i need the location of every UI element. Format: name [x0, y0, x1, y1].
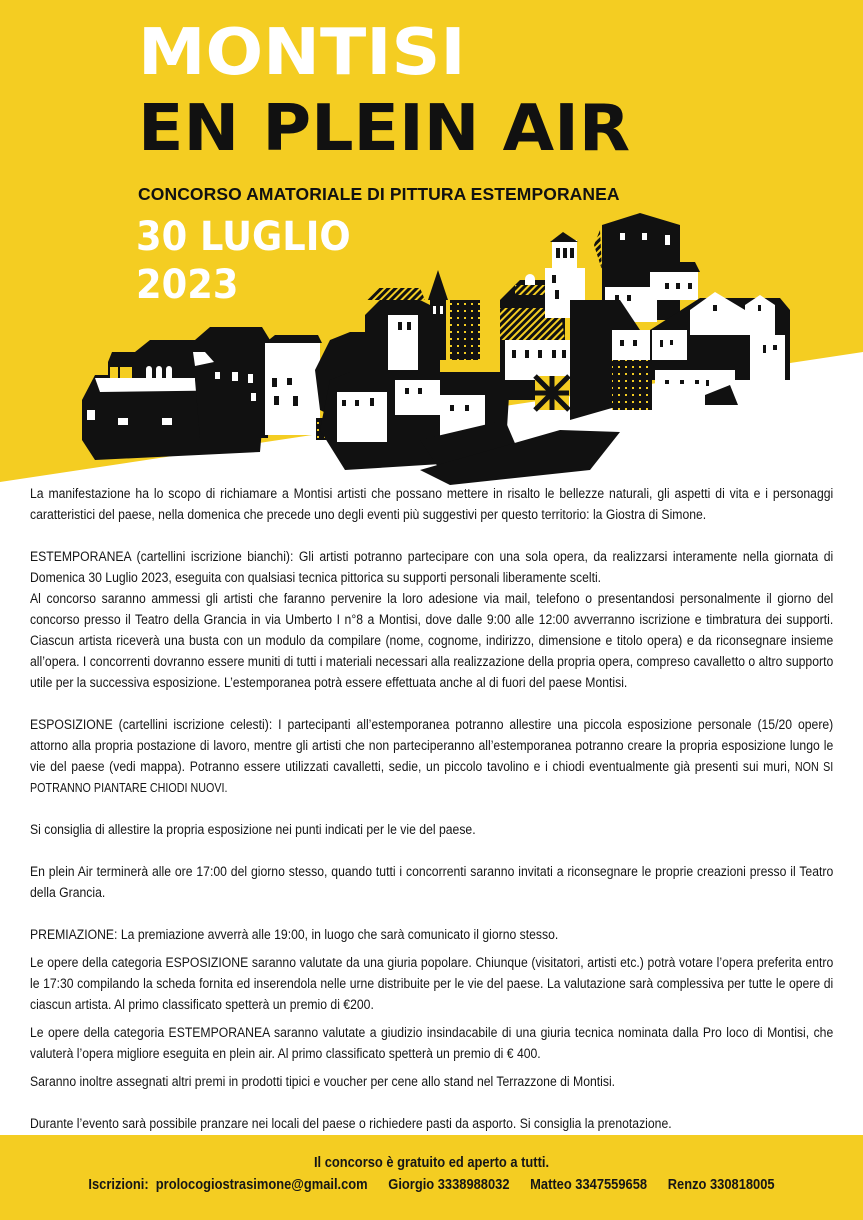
esposizione-advice: Si consiglia di allestire la propria esposizione nei punti indicati per le vie del paese. — [30, 822, 476, 838]
contact-giorgio: Giorgio 3338988032 — [388, 1176, 510, 1193]
intro-paragraph: La manifestazione ha lo scopo di richiamare a Montisi artisti che possano mettere in risalto le bellezze naturali, gli aspetti di vita e i personaggi caratteristici del paese, nella domenica che precede uno degli eventi più suggestivi per questo territorio: la Giostra di Simone. — [30, 486, 834, 523]
estemporanea-heading: ESTEMPORANEA — [30, 549, 132, 565]
title-en-plein-air: EN PLEIN AIR — [138, 92, 631, 166]
premiazione-section: PREMIAZIONE: La premiazione avverrà alle 19:00, in luogo che sarà comunicato il giorno stesso. — [30, 927, 559, 943]
estemporanea-section: ESTEMPORANEA (cartellini iscrizione bianchi): Gli artisti potranno partecipare con una sola opera, da realizzarsi interamente nella giornata di Domenica 30 Luglio 2023, eseguita con qualsiasi tecnica pittorica su supporti personali liberamente scelti. — [30, 549, 834, 586]
contact-footer — [0, 1135, 863, 1220]
subtitle: CONCORSO AMATORIALE DI PITTURA ESTEMPORANEA — [138, 184, 620, 204]
phone-matteo[interactable]: 3347559658 — [575, 1176, 648, 1193]
esposizione-section: ESPOSIZIONE (cartellini iscrizione celesti): I partecipanti all’estemporanea potranno allestire una piccola esposizione personale (15/20 opere) attorno alla propria postazione di lavoro, mentre gli artisti che non parteciperanno all’estemporanea potranno creare la propria esposizione lungo le vie del paese (vedi mappa). Potranno essere utilizzati cavalletti, sedie, un piccolo tavolino e i chiodi eventualmente già presenti sui muri, NON SI POTRANNO PIANTARE CHIODI NUOVI. — [30, 717, 834, 795]
phone-giorgio[interactable]: 3338988032 — [437, 1176, 510, 1193]
contact-renzo: Renzo 330818005 — [667, 1176, 775, 1193]
esposizione-heading: ESPOSIZIONE — [30, 717, 113, 733]
contact-line — [60, 1176, 802, 1193]
premiazione-heading: PREMIAZIONE: — [30, 927, 118, 943]
esposizione-award: Le opere della categoria ESPOSIZIONE saranno valutate da una giuria popolare. Chiunque (visitatori, artisti etc.) potrà votare l’opera preferita entro le 17:30 compilando la scheda fornita ed inserendola nelle urne distribuite per le vie del paese. La valutazione sarà complessiva per tutte le opere di ciascun artista. Al primo classificato spetterà un premio di €200. — [30, 955, 834, 1013]
event-year: 2023 — [136, 262, 239, 308]
village-illustration — [0, 0, 863, 490]
contact-email-link[interactable]: prolocogiostrasimone@gmail.com — [155, 1176, 368, 1193]
free-entry-notice: Il concorso è gratuito ed aperto a tutti. — [313, 1154, 550, 1171]
event-date: 30 LUGLIO — [136, 214, 351, 260]
title-montisi: MONTISI — [138, 16, 466, 90]
iscrizioni-group — [88, 1176, 367, 1193]
food-info: Durante l’evento sarà possibile pranzare nei locali del paese o richiedere pasti da asporto. Si consiglia la prenotazione. — [30, 1116, 672, 1132]
closing-paragraph: En plein Air terminerà alle ore 17:00 del giorno stesso, quando tutti i concorrenti saranno invitati a riconsegnare le proprie creazioni presso il Teatro della Grancia. — [30, 864, 834, 901]
other-prizes: Saranno inoltre assegnati altri premi in prodotti tipici e voucher per cene allo stand nel Terrazzone di Montisi. — [30, 1074, 616, 1090]
phone-renzo[interactable]: 330818005 — [709, 1176, 775, 1193]
no-new-nails-notice: NON SI POTRANNO PIANTARE CHIODI NUOVI. — [30, 760, 834, 795]
rules-text — [30, 484, 833, 1135]
estemporanea-award: Le opere della categoria ESTEMPORANEA saranno valutate a giudizio insindacabile di una giuria tecnica nominata dalla Pro loco di Montisi, che valuterà l’opera migliore eseguita en plein air. Al primo classificato spetterà un premio di € 400. — [30, 1025, 834, 1062]
contact-matteo: Matteo 3347559658 — [530, 1176, 648, 1193]
estemporanea-details: Al concorso saranno ammessi gli artisti che faranno pervenire la loro adesione via mail, telefono o presentandosi personalmente il giorno del concorso presso il Teatro della Grancia in via Umberto I n°8 a Montisi, dove dalle 9:00 alle 12:00 avverranno iscrizione e timbratura dei supporti. Ciascun artista riceverà una busta con un modulo da compilare (nome, cognome, indirizzo, dimensione e titolo opera) e da riconsegnare insieme all’opera. I concorrenti dovranno essere muniti di tutti i materiali necessari alla realizzazione della propria opera, compreso cavalletto o altro supporto utile per la successiva esposizione. L’estemporanea potrà essere effettuata anche al di fuori del paese Montisi. — [30, 591, 834, 691]
poster-header — [0, 0, 863, 490]
iscrizioni-label: Iscrizioni: — [88, 1176, 149, 1193]
